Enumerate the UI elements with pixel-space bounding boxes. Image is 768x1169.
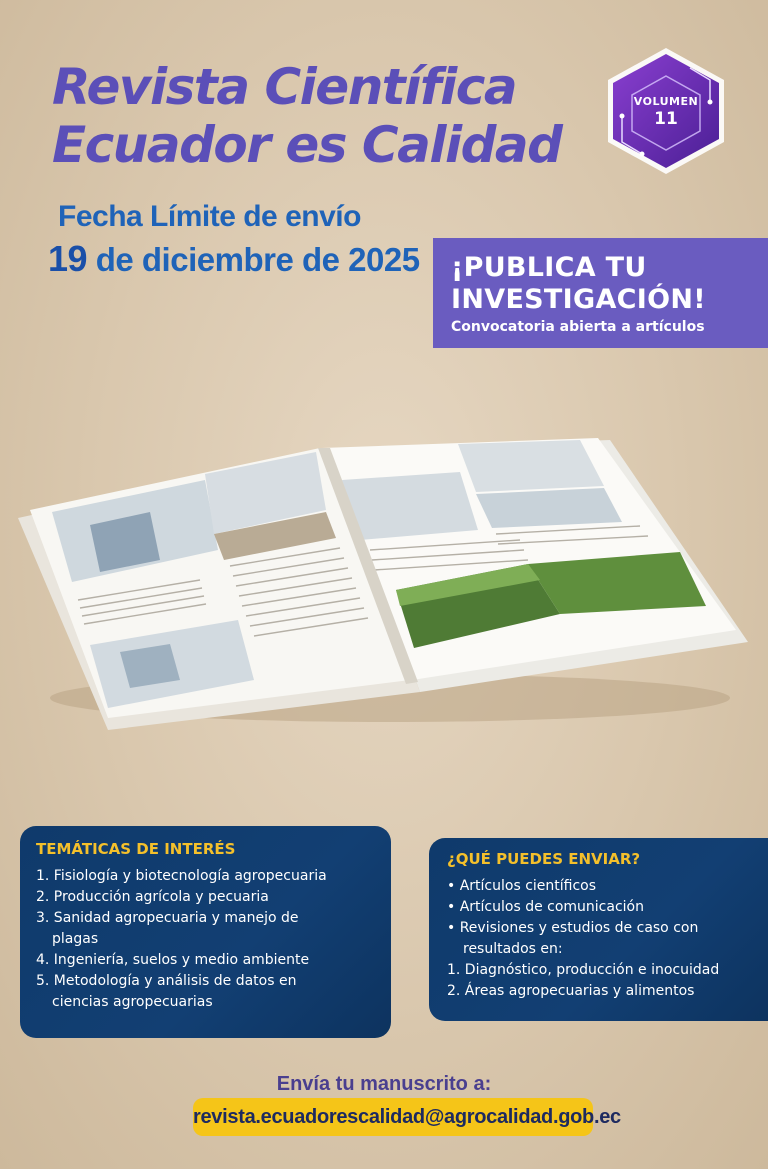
submission-type-item: • Artículos científicos	[447, 878, 597, 894]
topic-item: 3. Sanidad agropecuaria y manejo de	[36, 910, 299, 926]
submission-type-item: • Artículos de comunicación	[447, 899, 644, 915]
deadline-date-rest: de diciembre de 2025	[87, 241, 420, 278]
topic-item: 5. Metodología y análisis de datos en	[36, 973, 297, 989]
deadline-block	[48, 200, 420, 280]
journal-title-line-2: Ecuador es Calidad	[52, 116, 562, 174]
topics-list	[36, 867, 377, 1012]
topics-heading: TEMÁTICAS DE INTERÉS	[36, 840, 236, 858]
volume-badge	[602, 95, 730, 129]
submission-type-item: • Revisiones y estudios de caso con	[447, 920, 699, 936]
deadline-date	[48, 238, 420, 280]
submission-type-item: 1. Diagnóstico, producción e inocuidad	[447, 962, 720, 978]
submission-types-panel	[429, 838, 768, 1021]
volume-number: 11	[654, 109, 678, 129]
submission-email-link[interactable]: revista.ecuadorescalidad@agrocalidad.gob.ec	[193, 1098, 593, 1136]
topic-item: 2. Producción agrícola y pecuaria	[36, 889, 269, 905]
publish-headline-line-2: INVESTIGACIÓN!	[451, 284, 706, 315]
journal-title-line-1: Revista Científica	[52, 58, 517, 116]
journal-title	[52, 58, 561, 174]
publish-banner	[433, 238, 768, 348]
topic-item-continued: ciencias agropecuarias	[52, 994, 213, 1010]
submission-types-list	[447, 877, 760, 1001]
topic-item: 4. Ingeniería, suelos y medio ambiente	[36, 952, 310, 968]
submission-type-item: 2. Áreas agropecuarias y alimentos	[447, 983, 695, 999]
topic-item-continued: plagas	[52, 931, 99, 947]
topic-item: 1. Fisiología y biotecnología agropecuaria	[36, 868, 327, 884]
publish-subline: Convocatoria abierta a artículos	[451, 319, 705, 335]
send-manuscript-label: Envía tu manuscrito a:	[276, 1073, 492, 1095]
deadline-day: 19	[48, 238, 88, 279]
topics-panel	[20, 826, 391, 1038]
submission-type-item-continued: resultados en:	[463, 941, 563, 957]
volume-label: VOLUMEN	[633, 95, 699, 108]
submission-types-heading: ¿QUÉ PUEDES ENVIAR?	[447, 850, 641, 868]
deadline-label: Fecha Límite de envío	[58, 200, 361, 233]
open-magazine-illustration	[0, 430, 768, 730]
publish-headline-line-1: ¡PUBLICA TU	[451, 252, 647, 283]
